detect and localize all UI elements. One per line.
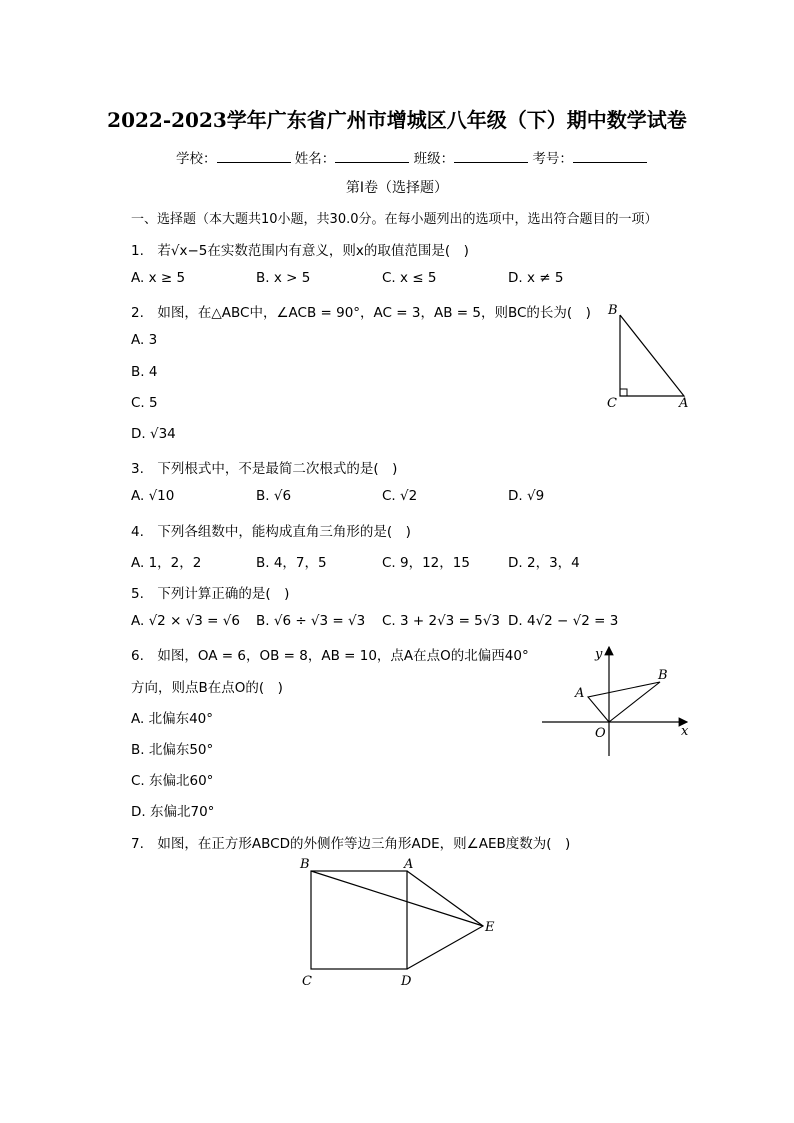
name-label: 姓名： [294,151,336,167]
q6-label-b: B [658,668,668,683]
question-4-stem: 4. 下列各组数中，能构成直角三角形的是( ) [131,524,411,540]
question-6-stem-line1: 6. 如图，OA = 6，OB = 8，AB = 10，点A在点O的北偏西40° [131,648,529,664]
q2-option-b[interactable]: B. 4 [131,364,158,380]
q7-label-c: C [302,974,312,989]
q5-option-c[interactable]: C. 3 + 2√3 = 5√3 [382,613,500,629]
q6-label-a: A [575,686,585,701]
q7-triangle [407,871,483,969]
q3-option-a[interactable]: A. √10 [131,488,175,504]
q7-label-b: B [300,857,310,872]
q2-label-c: C [607,396,617,411]
q7-segment-be [311,871,483,926]
question-6-stem-line2: 方向，则点B在点O的( ) [131,680,283,696]
question-7-stem: 7. 如图，在正方形ABCD的外侧作等边三角形ADE，则∠AEB度数为( ) [131,836,571,852]
q3-option-d[interactable]: D. √9 [508,488,545,504]
q6-label-y: y [595,647,603,662]
exam-no-blank[interactable] [573,150,647,163]
q6-option-d[interactable]: D. 东偏北70° [131,804,215,820]
q4-option-a[interactable]: A. 1，2，2 [131,555,202,571]
q1-option-b[interactable]: B. x > 5 [256,270,311,286]
q1-option-d[interactable]: D. x ≠ 5 [508,270,564,286]
question-5-stem: 5. 下列计算正确的是( ) [131,586,290,602]
school-blank[interactable] [217,150,291,163]
school-label: 学校： [176,151,217,167]
q2-label-a: A [679,396,689,411]
q2-triangle-figure [600,300,700,412]
q7-label-e: E [485,920,495,935]
q1-option-a[interactable]: A. x ≥ 5 [131,270,186,286]
q7-label-a: A [404,857,414,872]
question-2-stem: 2. 如图，在△ABC中，∠ACB = 90°，AC = 3，AB = 5，则BC的长为( ) [131,305,591,321]
q1-option-c[interactable]: C. x ≤ 5 [382,270,437,286]
question-1-stem: 1. 若√x−5在实数范围内有意义，则x的取值范围是( ) [131,243,469,259]
q4-option-c[interactable]: C. 9，12，15 [382,555,470,571]
q7-label-d: D [401,974,412,989]
question-3-stem: 3. 下列根式中，不是最简二次根式的是( ) [131,461,398,477]
q6-option-c[interactable]: C. 东偏北60° [131,773,214,789]
class-blank[interactable] [454,150,528,163]
q5-option-a[interactable]: A. √2 × √3 = √6 [131,613,240,629]
name-blank[interactable] [335,150,409,163]
part-heading: 第Ⅰ卷（选择题） [345,180,449,196]
q2-option-c[interactable]: C. 5 [131,395,158,411]
q6-coordinate-figure [538,642,694,760]
q6-option-a[interactable]: A. 北偏东40° [131,711,214,727]
q6-option-b[interactable]: B. 北偏东50° [131,742,214,758]
q4-option-b[interactable]: B. 4，7，5 [256,555,327,571]
q4-option-d[interactable]: D. 2，3，4 [508,555,580,571]
q2-option-a[interactable]: A. 3 [131,332,158,348]
q3-option-c[interactable]: C. √2 [382,488,418,504]
q7-square [311,871,407,969]
q3-option-b[interactable]: B. √6 [256,488,292,504]
q6-label-o: O [595,726,606,741]
section-heading: 一、选择题（本大题共10小题，共30.0分。在每小题列出的选项中，选出符合题目的一项） [131,212,658,227]
q5-option-b[interactable]: B. √6 ÷ √3 = √3 [256,613,366,629]
q6-triangle [588,682,660,722]
class-label: 班级： [413,151,455,167]
page-title: 2022-2023学年广东省广州市增城区八年级（下）期中数学试卷 [107,108,687,132]
q2-option-d[interactable]: D. √34 [131,426,176,442]
q6-label-x: x [681,724,689,739]
student-info-line [176,147,647,167]
q5-option-d[interactable]: D. 4√2 − √2 = 3 [508,613,619,629]
q7-square-figure [296,852,500,994]
exam-no-label: 考号： [532,151,573,167]
q2-label-b: B [608,303,618,318]
